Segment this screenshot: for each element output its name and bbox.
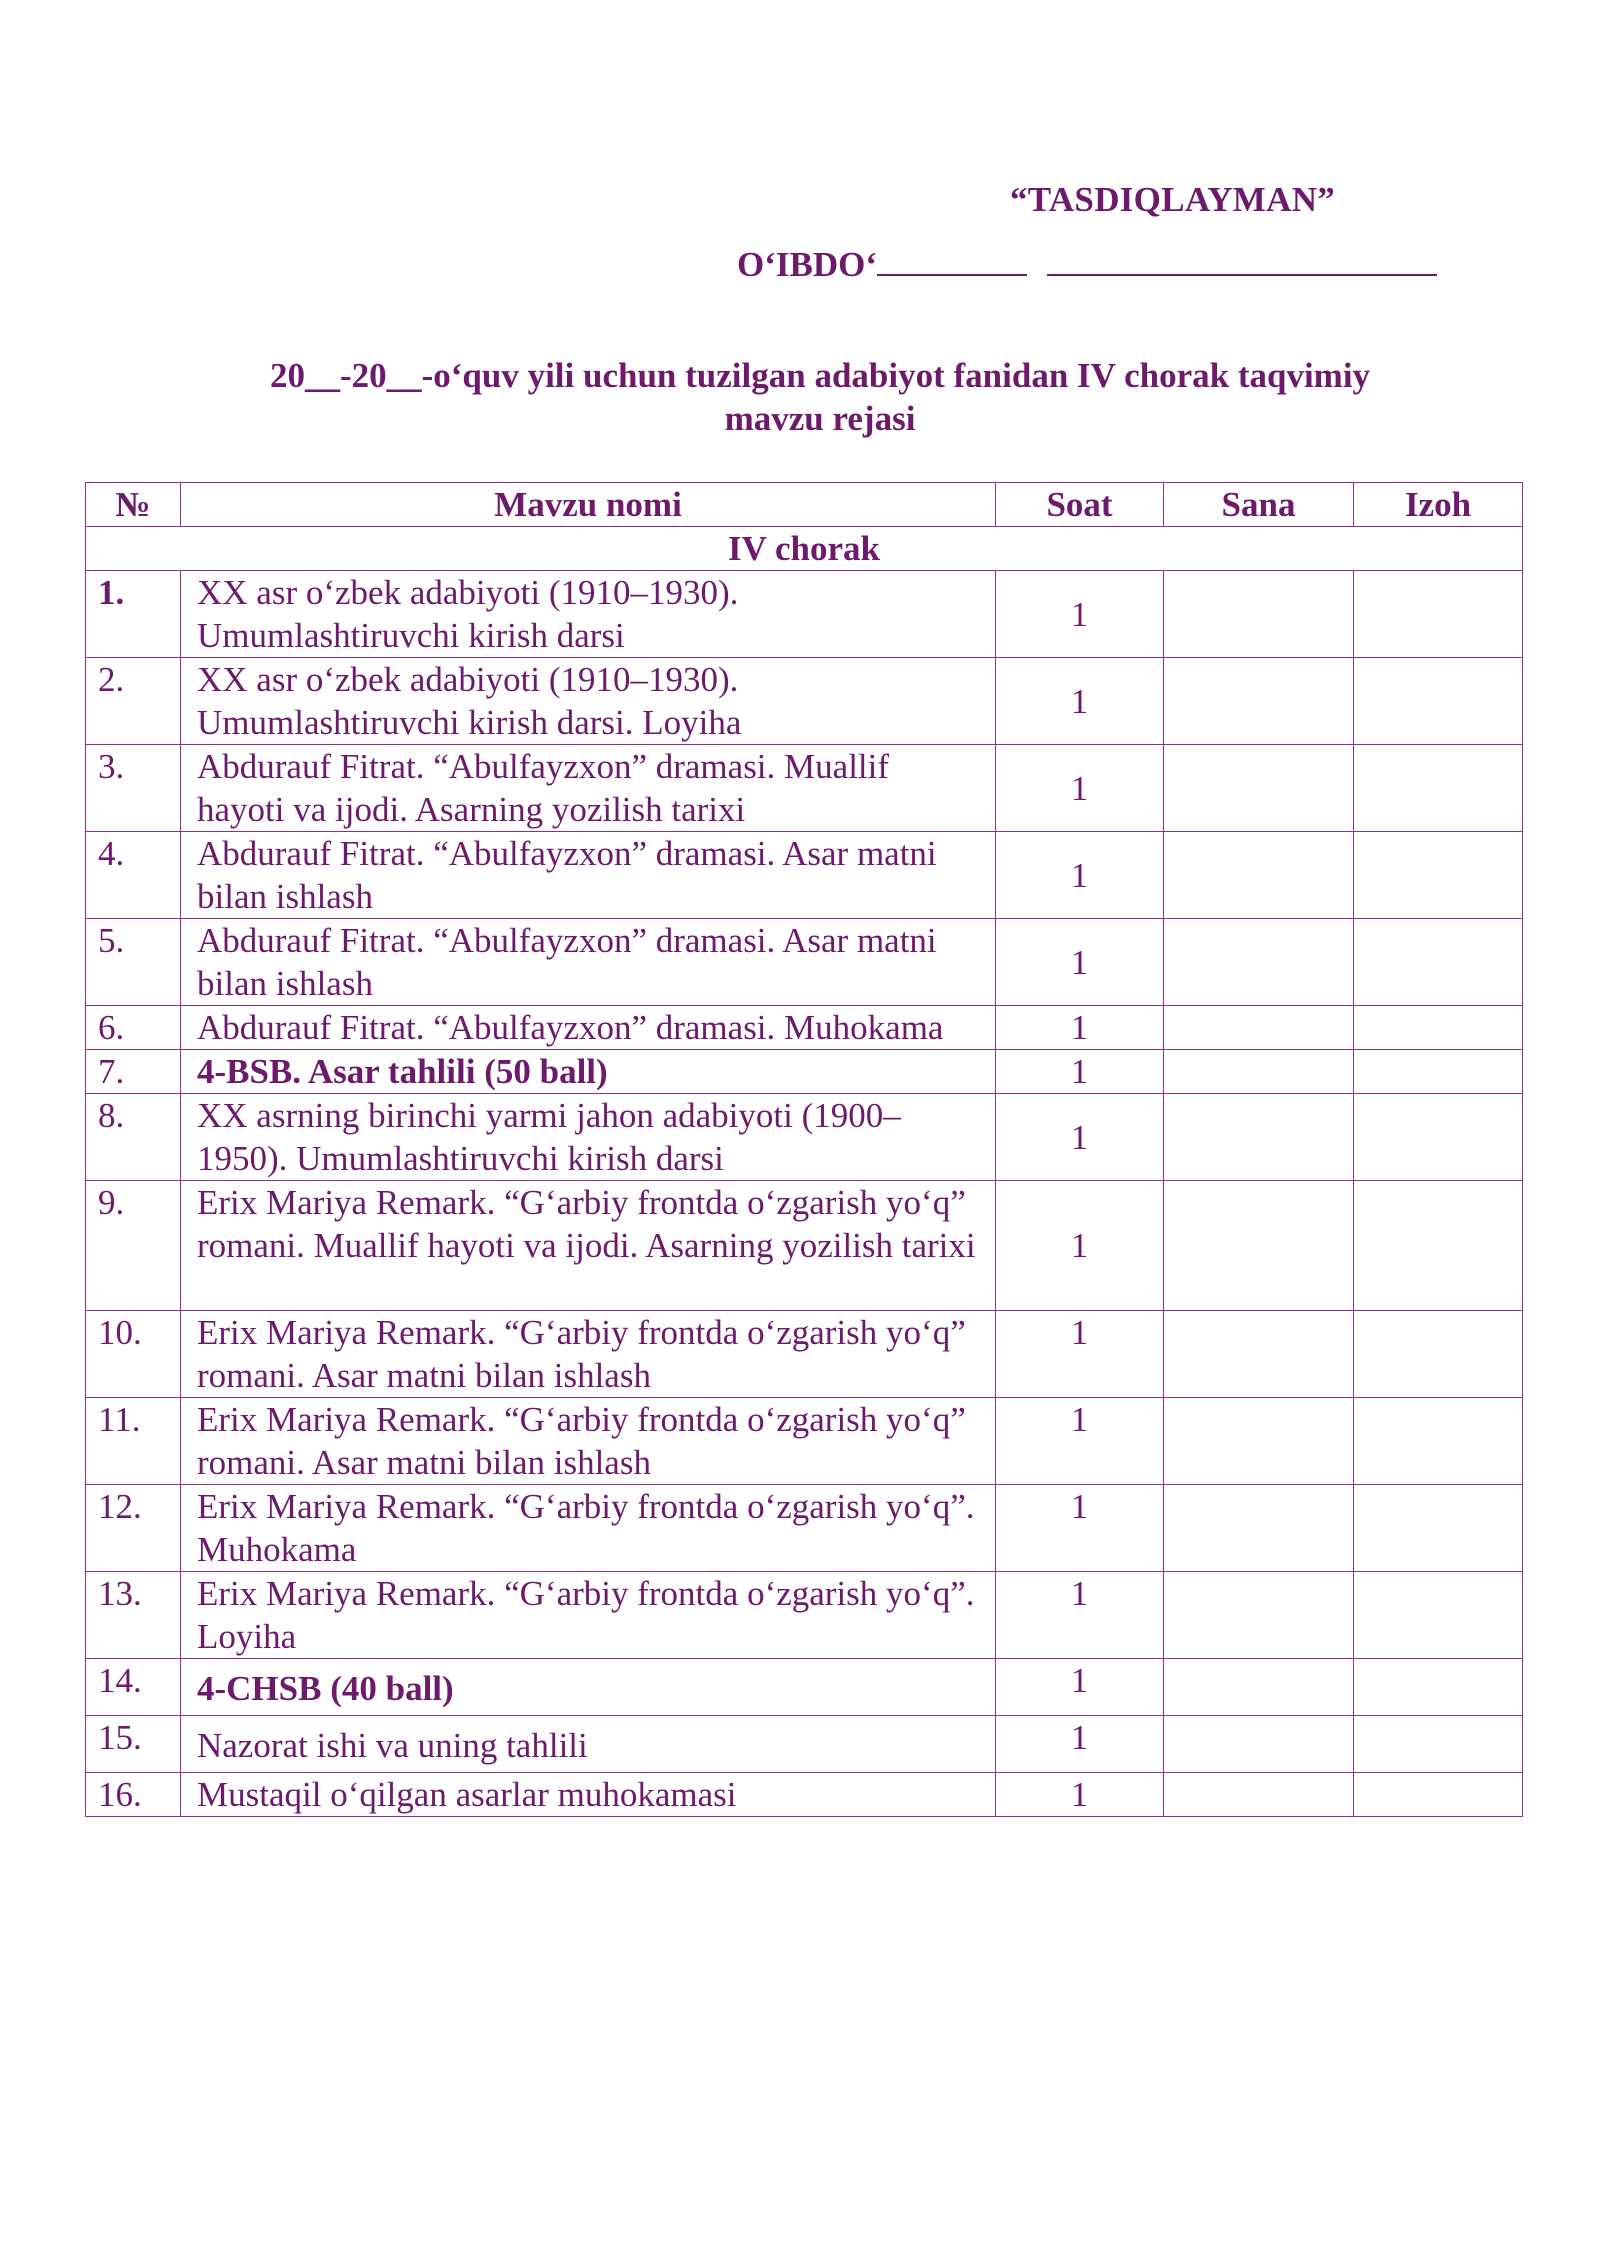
section-row (86, 527, 1523, 571)
row-date (1164, 1572, 1354, 1659)
table-header-row (86, 483, 1523, 527)
row-note (1354, 1311, 1523, 1398)
approval-heading: “TASDIQLAYMAN” (1010, 180, 1336, 219)
row-number: 14. (86, 1659, 181, 1716)
table-row (86, 1050, 1523, 1094)
row-hours: 1 (996, 832, 1164, 919)
document-title (120, 354, 1520, 440)
row-note (1354, 1094, 1523, 1181)
row-date (1164, 1094, 1354, 1181)
table-row (86, 919, 1523, 1006)
row-note (1354, 745, 1523, 832)
row-note (1354, 1050, 1523, 1094)
row-hours: 1 (996, 1773, 1164, 1817)
row-hours: 1 (996, 745, 1164, 832)
director-signature-line (737, 244, 1437, 285)
row-date (1164, 1773, 1354, 1817)
row-number: 1. (86, 571, 181, 658)
table-row (86, 571, 1523, 658)
lesson-plan-table (85, 482, 1523, 1817)
table-row (86, 658, 1523, 745)
row-hours: 1 (996, 1094, 1164, 1181)
row-topic: Erix Mariya Remark. “G‘arbiy frontda o‘zgarish yo‘q”. Muhokama (181, 1485, 996, 1572)
row-note (1354, 571, 1523, 658)
column-header-topic: Mavzu nomi (181, 483, 996, 527)
table-row (86, 1398, 1523, 1485)
name-blank (1047, 244, 1437, 276)
row-note (1354, 1181, 1523, 1311)
row-hours: 1 (996, 1659, 1164, 1716)
table-row (86, 1773, 1523, 1817)
row-hours: 1 (996, 1485, 1164, 1572)
column-header-hours: Soat (996, 483, 1164, 527)
table-row (86, 1716, 1523, 1773)
row-number: 3. (86, 745, 181, 832)
table-row (86, 1006, 1523, 1050)
row-number: 2. (86, 658, 181, 745)
signature-blank (877, 244, 1027, 276)
row-number: 4. (86, 832, 181, 919)
row-topic: Abdurauf Fitrat. “Abulfayzxon” dramasi. Asar matni bilan ishlash (181, 832, 996, 919)
row-number: 16. (86, 1773, 181, 1817)
row-topic: Mustaqil o‘qilgan asarlar muhokamasi (181, 1773, 996, 1817)
table-row (86, 1094, 1523, 1181)
row-note (1354, 1572, 1523, 1659)
row-note (1354, 1398, 1523, 1485)
table-row (86, 1311, 1523, 1398)
section-title: IV chorak (86, 527, 1523, 571)
table-row (86, 1572, 1523, 1659)
table-row (86, 1659, 1523, 1716)
row-topic: XX asr o‘zbek adabiyoti (1910–1930). Umumlashtiruvchi kirish darsi. Loyiha (181, 658, 996, 745)
table-row (86, 1485, 1523, 1572)
row-topic: 4-BSB. Asar tahlili (50 ball) (181, 1050, 996, 1094)
row-topic: Erix Mariya Remark. “G‘arbiy frontda o‘zgarish yo‘q” romani. Asar matni bilan ishlash (181, 1398, 996, 1485)
row-topic: XX asr o‘zbek adabiyoti (1910–1930). Umumlashtiruvchi kirish darsi (181, 571, 996, 658)
row-number: 9. (86, 1181, 181, 1311)
row-number: 10. (86, 1311, 181, 1398)
row-hours: 1 (996, 1050, 1164, 1094)
row-number: 6. (86, 1006, 181, 1050)
column-header-note: Izoh (1354, 483, 1523, 527)
row-date (1164, 571, 1354, 658)
director-label: O‘IBDO‘ (737, 245, 877, 284)
row-hours: 1 (996, 658, 1164, 745)
row-date (1164, 1181, 1354, 1311)
row-hours: 1 (996, 571, 1164, 658)
table-row (86, 1181, 1523, 1311)
row-number: 11. (86, 1398, 181, 1485)
row-note (1354, 1659, 1523, 1716)
document-title-line-2: mavzu rejasi (724, 399, 916, 438)
row-number: 5. (86, 919, 181, 1006)
row-date (1164, 1006, 1354, 1050)
row-topic: Nazorat ishi va uning tahlili (181, 1716, 996, 1773)
row-note (1354, 1716, 1523, 1773)
row-number: 13. (86, 1572, 181, 1659)
row-hours: 1 (996, 1716, 1164, 1773)
row-note (1354, 832, 1523, 919)
row-number: 7. (86, 1050, 181, 1094)
row-date (1164, 919, 1354, 1006)
row-note (1354, 1485, 1523, 1572)
row-topic: Abdurauf Fitrat. “Abulfayzxon” dramasi. Muallif hayoti va ijodi. Asarning yozilish tarixi (181, 745, 996, 832)
row-hours: 1 (996, 1398, 1164, 1485)
row-hours: 1 (996, 1311, 1164, 1398)
row-note (1354, 658, 1523, 745)
row-topic: Erix Mariya Remark. “G‘arbiy frontda o‘zgarish yo‘q” romani. Asar matni bilan ishlash (181, 1311, 996, 1398)
row-note (1354, 1006, 1523, 1050)
row-hours: 1 (996, 919, 1164, 1006)
row-hours: 1 (996, 1572, 1164, 1659)
row-date (1164, 745, 1354, 832)
row-topic: Abdurauf Fitrat. “Abulfayzxon” dramasi. Asar matni bilan ishlash (181, 919, 996, 1006)
table-row (86, 745, 1523, 832)
row-date (1164, 1485, 1354, 1572)
row-hours: 1 (996, 1181, 1164, 1311)
row-topic: XX asrning birinchi yarmi jahon adabiyoti (1900–1950). Umumlashtiruvchi kirish darsi (181, 1094, 996, 1181)
row-date (1164, 1311, 1354, 1398)
column-header-date: Sana (1164, 483, 1354, 527)
row-number: 15. (86, 1716, 181, 1773)
row-date (1164, 1659, 1354, 1716)
row-date (1164, 832, 1354, 919)
row-date (1164, 1050, 1354, 1094)
row-hours: 1 (996, 1006, 1164, 1050)
row-number: 12. (86, 1485, 181, 1572)
row-date (1164, 1716, 1354, 1773)
column-header-num: № (86, 483, 181, 527)
row-topic: Erix Mariya Remark. “G‘arbiy frontda o‘zgarish yo‘q”. Loyiha (181, 1572, 996, 1659)
row-topic: Erix Mariya Remark. “G‘arbiy frontda o‘zgarish yo‘q” romani. Muallif hayoti va ijodi. Asarning yozilish tarixi (181, 1181, 996, 1311)
row-date (1164, 1398, 1354, 1485)
row-note (1354, 1773, 1523, 1817)
row-topic: Abdurauf Fitrat. “Abulfayzxon” dramasi. Muhokama (181, 1006, 996, 1050)
row-date (1164, 658, 1354, 745)
document-title-line-1: 20__-20__-o‘quv yili uchun tuzilgan adabiyot fanidan IV chorak taqvimiy (269, 356, 1371, 395)
table-row (86, 832, 1523, 919)
row-topic: 4-CHSB (40 ball) (181, 1659, 996, 1716)
row-number: 8. (86, 1094, 181, 1181)
row-note (1354, 919, 1523, 1006)
